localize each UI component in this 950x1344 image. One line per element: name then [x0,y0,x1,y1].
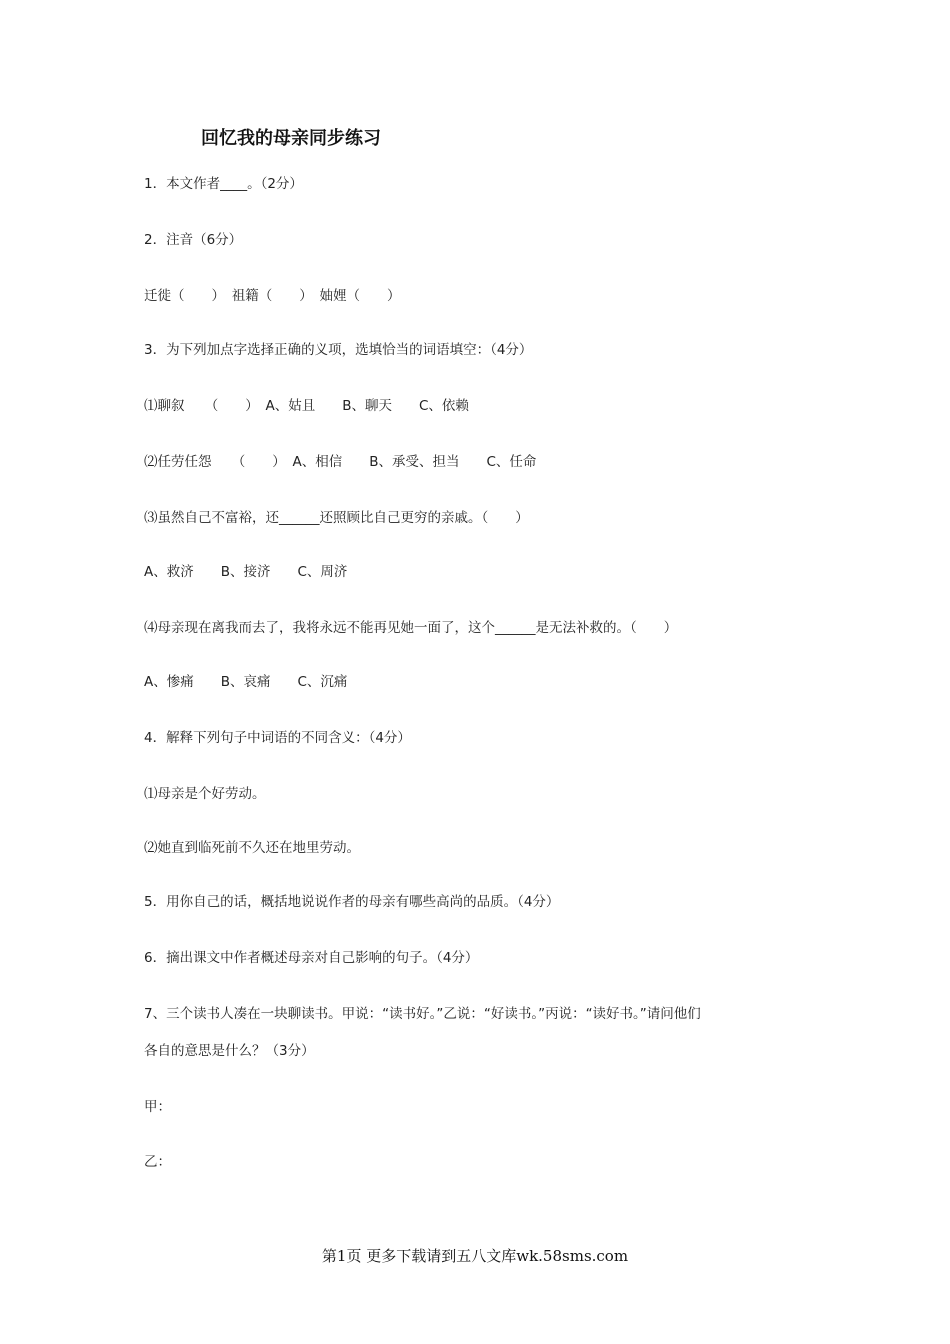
question-7: 7、三个读书人凑在一块聊读书。甲说：“读书好。”乙说：“好读书。”丙说：“读好书。”请问他们 [144,1006,701,1022]
question-2-items: 迁徙（ ） 祖籍（ ） 妯娌（ ） [144,288,401,304]
question-3-part-3: ⑶虽然自己不富裕，还______还照顾比自己更穷的亲戚。（ ） [144,510,529,526]
question-6: 6．摘出课文中作者概述母亲对自己影响的句子。（4分） [144,950,479,966]
question-3-part-4: ⑷母亲现在离我而去了，我将永远不能再见她一面了，这个______是无法补救的。（ ） [144,620,678,636]
question-3-part-4-options: A、惨痛 B、哀痛 C、沉痛 [144,674,348,690]
page-footer: 第1页 更多下载请到五八文库wk.58sms.com [321,1247,629,1265]
question-4: 4．解释下列句子中词语的不同含义：（4分） [144,730,411,746]
question-3-part-1: ⑴聊叙 （ ） A、姑且 B、聊天 C、依赖 [144,398,469,414]
question-3: 3．为下列加点字选择正确的义项，选填恰当的词语填空：（4分） [144,342,533,358]
answer-jia: 甲： [144,1099,171,1115]
answer-yi: 乙： [144,1154,171,1170]
page-title: 回忆我的母亲同步练习 [201,128,381,149]
question-4-part-2: ⑵她直到临死前不久还在地里劳动。 [144,840,360,856]
question-5: 5．用你自己的话，概括地说说作者的母亲有哪些高尚的品质。（4分） [144,894,560,910]
question-4-part-1: ⑴母亲是个好劳动。 [144,786,266,802]
question-2: 2．注音（6分） [144,232,243,248]
question-1: 1．本文作者____。（2分） [144,176,303,192]
question-3-part-3-options: A、救济 B、接济 C、周济 [144,564,348,580]
question-3-part-2: ⑵任劳任怨 （ ） A、相信 B、承受、担当 C、任命 [144,454,537,470]
question-7-continued: 各自的意思是什么？（3分） [144,1043,315,1059]
